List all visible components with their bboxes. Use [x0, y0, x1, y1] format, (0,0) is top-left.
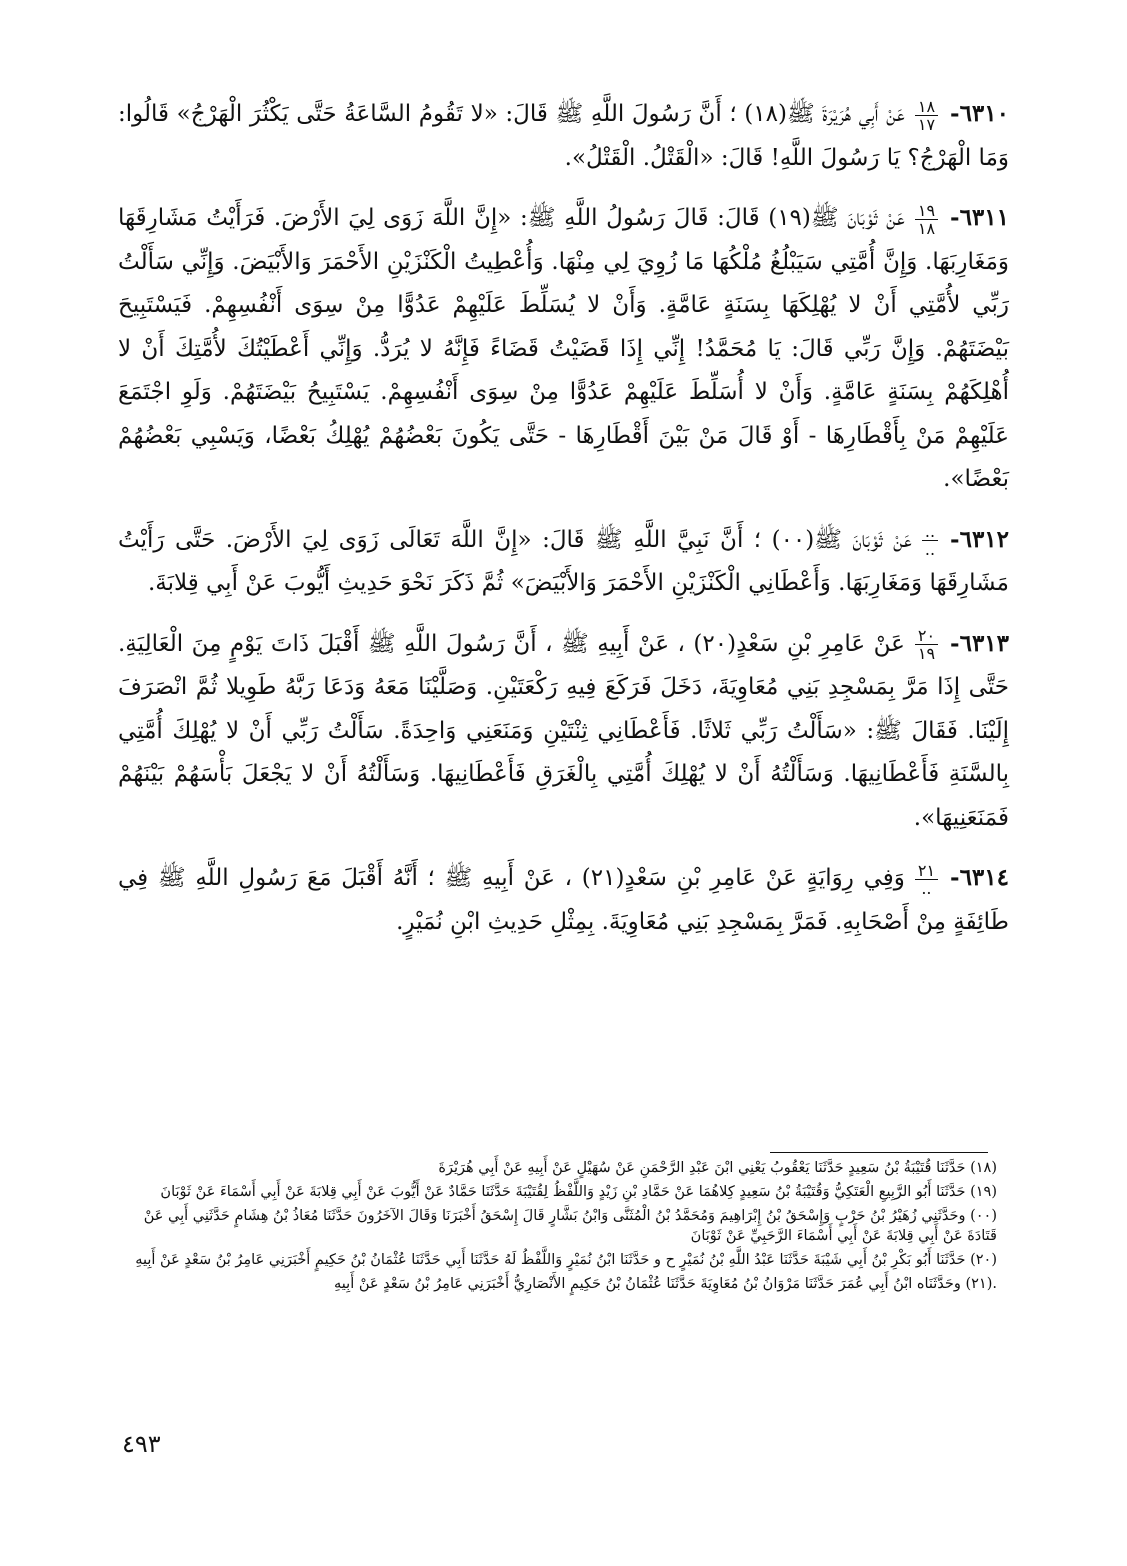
hadith-6314 [118, 856, 1009, 944]
fraction-top: .. [922, 523, 938, 541]
fraction-bottom: ١٩ [917, 644, 936, 663]
footnote-00: (٠٠) وحَدَّثَنِي زُهَيْرُ بْنُ حَرْبٍ وَإِسْحَقُ بْنُ إِبْرَاهِيمَ وَمُحَمَّدُ بْنُ الْمُثَنَّى وَابْنُ بَشَّارٍ قَالَ إِسْحَقُ أَخْبَرَنَا وَقَالَ الآخَرُونَ حَدَّثَنَا مُعَاذُ بْنُ هِشَامٍ حَدَّثَنِي أَبِي عَنْ قَتَادَةَ عَنْ أَبِي قِلابَةَ عَنْ أَبِي أَسْمَاءَ الرَّحَبِيِّ عَنْ ثَوْبَانَ [143, 1208, 997, 1244]
footnote-divider [770, 1152, 988, 1153]
fraction-bottom: .. [921, 878, 932, 898]
hadith-number: ٦٣١١- [950, 204, 1009, 231]
fraction-bottom: .. [924, 540, 936, 559]
fraction-top: ٢٠ [915, 627, 938, 645]
hadith-number: ٦٣١٠- [950, 100, 1009, 127]
hadith-text: عَنْ ثَوْبَانَ ﷺ(١٩) قَالَ: قَالَ رَسُولُ اللَّهِ ﷺ: «إِنَّ اللَّهَ زَوَى لِيَ الأَرْضَ. فَرَأَيْتُ مَشَارِقَهَا وَمَغَارِبَهَا. وَإِنَّ أُمَّتِي سَيَبْلُغُ مُلْكُهَا مَا زُوِيَ لِي مِنْهَا. وَأُعْطِيتُ الْكَنْزَيْنِ الأَحْمَرَ وَالأَبْيَضَ. وَإِنِّي سَأَلْتُ رَبِّي لأُمَّتِي أَنْ لا يُهْلِكَهَا بِسَنَةٍ عَامَّةٍ. وَأَنْ لا يُسَلِّطَ عَلَيْهِمْ عَدُوًّا مِنْ سِوَى أَنْفُسِهِمْ. فَيَسْتَبِيحَ بَيْضَتَهُمْ. وَإِنَّ رَبِّي قَالَ: يَا مُحَمَّدُ! إِنِّي إِذَا قَضَيْتُ قَضَاءً فَإِنَّهُ لا يُرَدُّ. وَإِنِّي أَعْطَيْتُكَ لأُمَّتِكَ أَنْ لا أُهْلِكَهُمْ بِسَنَةٍ عَامَّةٍ. وَأَنْ لا أُسَلِّطَ عَلَيْهِمْ عَدُوًّا مِنْ سِوَى أَنْفُسِهِمْ. يَسْتَبِيحُ بَيْضَتَهُمْ. وَلَوِ اجْتَمَعَ عَلَيْهِمْ مَنْ بِأَقْطَارِهَا - أَوْ قَالَ مَنْ بَيْنَ أَقْطَارِهَا - حَتَّى يَكُونَ بَعْضُهُمْ يُهْلِكُ بَعْضًا، وَيَسْبِي بَعْضُهُمْ بَعْضًا». [118, 205, 1009, 492]
reference-fraction [915, 202, 938, 237]
fraction-top: ٢١ [915, 862, 938, 880]
footnotes [118, 1158, 997, 1298]
hadith-6313 [118, 622, 1009, 841]
hadith-6311 [118, 196, 1009, 502]
footnote-19: (١٩) حَدَّثَنَا أَبُو الرَّبِيعِ الْعَتَكِيُّ وَقُتَيْبَةُ بْنُ سَعِيدٍ كِلاهُمَا عَنْ حَمَّادِ بْنِ زَيْدٍ وَاللَّفْظُ لِقُتَيْبَةَ حَدَّثَنَا حَمَّادٌ عَنْ أَيُّوبَ عَنْ أَبِي قِلابَةَ عَنْ أَبِي أَسْمَاءَ عَنْ ثَوْبَانَ [160, 1184, 997, 1200]
hadith-text: عَنْ عَامِرِ بْنِ سَعْدٍ(٢٠) ، عَنْ أَبِيهِ ﷺ ، أَنَّ رَسُولَ اللَّهِ ﷺ أَقْبَلَ ذَاتَ يَوْمٍ مِنَ الْعَالِيَةِ. حَتَّى إِذَا مَرَّ بِمَسْجِدِ بَنِي مُعَاوِيَةَ، دَخَلَ فَرَكَعَ فِيهِ رَكْعَتَيْنِ. وَصَلَّيْنَا مَعَهُ وَدَعَا رَبَّهُ طَوِيلا ثُمَّ انْصَرَفَ إِلَيْنَا. فَقَالَ ﷺ: «سَأَلْتُ رَبِّي ثَلاثًا. فَأَعْطَانِي ثِنْتَيْنِ وَمَنَعَنِي وَاحِدَةً. سَأَلْتُ رَبِّي أَنْ لا يُهْلِكَ أُمَّتِي بِالسَّنَةِ فَأَعْطَانِيهَا. وَسَأَلْتُهُ أَنْ لا يُهْلِكَ أُمَّتِي بِالْغَرَقِ فَأَعْطَانِيهَا. وَسَأَلْتُهُ أَنْ لا يَجْعَلَ بَأْسَهُمْ بَيْنَهُمْ فَمَنَعَنِيهَا». [118, 630, 1009, 831]
hadith-number: ٦٣١٢- [950, 525, 1010, 553]
footnote-20: (٢٠) حَدَّثَنَا أَبُو بَكْرِ بْنُ أَبِي شَيْبَةَ حَدَّثَنَا عَبْدُ اللَّهِ بْنُ نُمَيْرٍ ح و حَدَّثَنَا ابْنُ نُمَيْرٍ وَاللَّفْظُ لَهُ حَدَّثَنَا أَبِي حَدَّثَنَا عُثْمَانُ بْنُ حَكِيمٍ أَخْبَرَنِي عَامِرُ بْنُ سَعْدٍ عَنْ أَبِيهِ [135, 1252, 997, 1268]
hadith-text: وَفِي رِوَايَةٍ عَنْ عَامِرِ بْنِ سَعْدٍ(٢١) ، عَنْ أَبِيهِ ﷺ ؛ أَنَّهُ أَقْبَلَ مَعَ رَسُولِ اللَّهِ ﷺ فِي طَائِفَةٍ مِنْ أَصْحَابِهِ. فَمَرَّ بِمَسْجِدِ بَنِي مُعَاوِيَةَ. بِمِثْلِ حَدِيثِ ابْنِ نُمَيْرٍ. [118, 865, 1009, 935]
fraction-bottom: ١٧ [917, 114, 936, 134]
reference-fraction [915, 627, 938, 662]
hadith-text: عَنْ ثَوْبَانَ ﷺ(٠٠) ؛ أَنَّ نَبِيَّ اللَّهِ ﷺ قَالَ: «إِنَّ اللَّهَ تَعَالَى زَوَى لِيَ الأَرْضَ. حَتَّى رَأَيْتُ مَشَارِقَهَا وَمَغَارِبَهَا. وَأَعْطَانِي الْكَنْزَيْنِ الأَحْمَرَ وَالأَبْيَضَ» ثُمَّ ذَكَرَ نَحْوَ حَدِيثِ أَيُّوبَ عَنْ أَبِي قِلابَةَ. [118, 526, 1009, 596]
fraction-bottom: ١٨ [917, 218, 936, 238]
fraction-top: ١٩ [915, 202, 938, 220]
reference-fraction [915, 98, 938, 133]
footnote-21: .(٢١) وحَدَّثَنَاه ابْنُ أَبِي عُمَرَ حَدَّثَنَا مَرْوَانُ بْنُ مُعَاوِيَةَ حَدَّثَنَا عُثْمَانُ بْنُ حَكِيمٍ الأَنْصَارِيُّ أَخْبَرَنِي عَامِرُ بْنُ سَعْدٍ عَنْ أَبِيهِ [334, 1276, 997, 1292]
footnote-18: (١٨) حَدَّثَنَا قُتَيْبَةُ بْنُ سَعِيدٍ حَدَّثَنَا يَعْقُوبُ يَعْنِي ابْنَ عَبْدِ الرَّحْمَنِ عَنْ سُهَيْلٍ عَنْ أَبِيهِ عَنْ أَبِي هُرَيْرَةَ [438, 1160, 997, 1176]
hadith-number: ٦٣١٤- [950, 864, 1009, 891]
hadith-text: عَنْ أَبِي هُرَيْرَةَ ﷺ(١٨) ؛ أَنَّ رَسُولَ اللَّهِ ﷺ قَالَ: «لا تَقُومُ السَّاعَةُ حَتَّى يَكْثُرَ الْهَرْجُ» قَالُوا: وَمَا الْهَرْجُ؟ يَا رَسُولَ اللَّهِ! قَالَ: «الْقَتْلُ. الْقَتْلُ». [118, 101, 1009, 171]
reference-fraction [922, 523, 938, 558]
fraction-top: ١٨ [915, 98, 938, 116]
page-number: ٤٩٣ [122, 1430, 161, 1458]
hadith-6312 [118, 518, 1009, 606]
main-text [118, 92, 1009, 960]
hadith-6310 [118, 92, 1009, 180]
reference-fraction [915, 862, 938, 897]
hadith-number: ٦٣١٣- [950, 629, 1010, 657]
